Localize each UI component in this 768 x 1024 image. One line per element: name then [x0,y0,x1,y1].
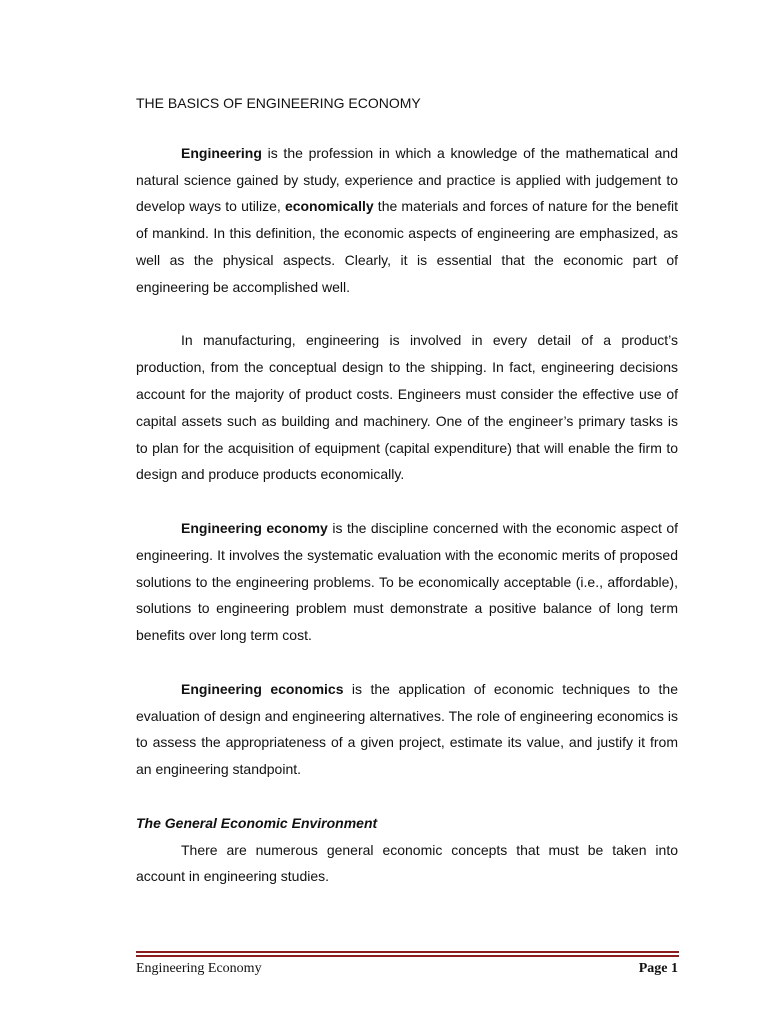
term-engineering-economics: Engineering economics [181,680,344,697]
paragraph-text: There are numerous general economic concepts that must be taken into account in engineering studies. [136,841,678,885]
paragraph-text: the materials and forces of nature for the benefit of mankind. In this definition, the economic aspects of engineering are emphasized, as well as the physical aspects. Clearly, it is essential that the economic part of engineering be accomplished well. [136,198,679,295]
paragraph-text: is the profession in which a knowledge of the mathematical and natural science gained by study, experience and practice is applied with judgement to develop ways to utilize, [136,144,678,215]
term-engineering-economy: Engineering economy [181,519,328,536]
footer-page-number: Page 1 [638,961,678,976]
footer-document-name: Engineering Economy [136,961,262,976]
section-heading: The General Economic Environment [136,814,378,831]
term-engineering: Engineering [181,144,262,161]
document-title: THE BASICS OF ENGINEERING ECONOMY [136,95,421,111]
paragraph-text: In manufacturing, engineering is involved in every detail of a product’s production, from the conceptual design to the shipping. In fact, engineering decisions account for the majority of product costs. Engineers must consider the effective use of capital assets such as building and machinery. One of the engineer’s primary tasks is to plan for the acquisition of equipment (capital expenditure) that will enable the firm to design and produce products economically. [136,332,678,483]
term-economically: economically [284,198,374,215]
paragraph-general-economic [136,837,678,891]
paragraph-manufacturing [136,327,678,488]
paragraph-engineering-economics [136,676,678,783]
footer-rule-bottom [136,955,679,957]
paragraph-text: is the discipline concerned with the economic aspect of engineering. It involves the systematic evaluation with the economic merits of proposed solutions to the engineering problems. To be economically acceptable (i.e., affordable), solutions to engineering problem must demonstrate a positive balance of long term benefits over long term cost. [136,519,679,644]
paragraph-text: is the application of economic techniques to the evaluation of design and engineering alternatives. The role of engineering economics is to assess the appropriateness of a given project, estimate its value, and justify it from an engineering standpoint. [136,680,678,778]
paragraph-engineering-economy [136,515,678,649]
footer-rule-top [136,951,679,953]
page-content [136,93,678,890]
paragraph-engineering-definition [136,140,678,301]
